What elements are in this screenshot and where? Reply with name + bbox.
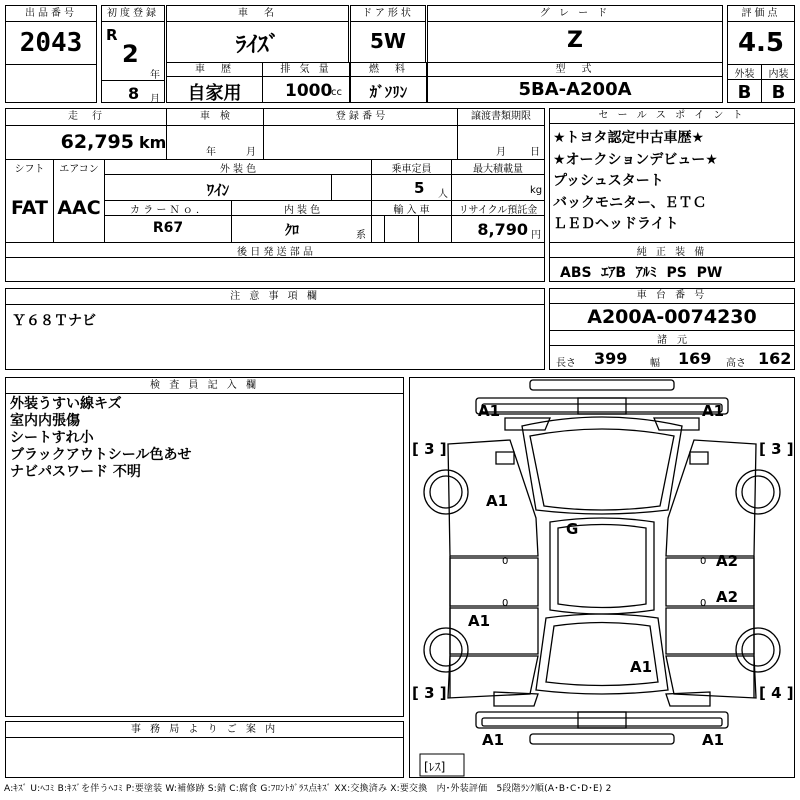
score-box bbox=[727, 5, 795, 103]
registration-label: 登 録 番 号 bbox=[335, 111, 386, 122]
marker-0-left-rear-door: 0 bbox=[502, 598, 509, 609]
vehicle-details-table bbox=[5, 108, 545, 282]
capacity-label: 乗車定員 bbox=[391, 164, 432, 175]
chassis-box bbox=[549, 288, 795, 370]
inspector-note: 室内内張傷 bbox=[10, 413, 80, 429]
inspector-label: 検 査 員 記 入 欄 bbox=[6, 378, 403, 394]
load-label: 最大積載量 bbox=[473, 164, 523, 175]
color-number: R67 bbox=[152, 220, 184, 236]
grade-box bbox=[427, 5, 723, 63]
registration-year: 2 bbox=[122, 40, 139, 68]
inspection-label: 車 検 bbox=[200, 111, 230, 122]
color-label: 外 装 色 bbox=[219, 164, 257, 175]
interior-color: ｸﾛ bbox=[285, 223, 299, 239]
door-box bbox=[350, 5, 426, 63]
sales-point-item: ＬＥＤヘッドライト bbox=[553, 216, 679, 232]
height: 162 bbox=[758, 349, 792, 368]
inspector-box bbox=[5, 377, 404, 717]
marker-a1-left-rear: A1 bbox=[468, 612, 491, 630]
sales-point-item: プッシュスタート bbox=[553, 173, 664, 189]
chassis-number: A200A-0074230 bbox=[587, 306, 757, 328]
marker-3-front-right: [ 3 ] bbox=[759, 440, 794, 458]
capacity-unit: 人 bbox=[438, 189, 448, 200]
month-unit: 月 bbox=[150, 94, 160, 105]
sales-point-item: ★オークションデビュー★ bbox=[553, 151, 718, 168]
sales-points-label: セ ー ル ス ポ イ ン ト bbox=[550, 109, 794, 124]
grade: Z bbox=[567, 28, 583, 53]
recycle-label: リサイクル預託金 bbox=[458, 205, 538, 216]
first-registration-label: 初度登録 bbox=[102, 6, 164, 22]
mileage-label: 走 行 bbox=[68, 111, 104, 122]
marker-4-rear-right: [ 4 ] bbox=[759, 684, 794, 702]
later-parts-label: 後 日 発 送 部 品 bbox=[237, 247, 313, 258]
sales-point-item: バックモニター、ＥＴＣ bbox=[553, 194, 707, 211]
score: 4.5 bbox=[737, 28, 785, 58]
transfer-month-unit: 月 bbox=[496, 147, 506, 158]
shift: FAT bbox=[11, 197, 48, 219]
sales-point-item: ★トヨタ認定中古車歴★ bbox=[553, 130, 705, 146]
year-unit: 年 bbox=[150, 70, 160, 81]
marker-a2-right-front-door: A2 bbox=[716, 552, 739, 570]
car-name-box bbox=[166, 5, 349, 63]
damage-legend: A:ｷｽﾞ U:ﾍｺﾐ B:ｷｽﾞを伴うﾍｺﾐ P:要塗装 W:補修跡 S:錆 C:腐食 G:ﾌﾛﾝﾄｶﾞﾗｽ点ｷｽﾞ XX:交換済み X:要交換 内･外装評価 5段階ﾗﾝｸ順(A･B･C･D･E) 2 bbox=[4, 784, 612, 794]
fuel-label: 燃 料 bbox=[351, 63, 426, 77]
inspector-note: シートすれ小 bbox=[10, 430, 94, 446]
marker-a1-rear-hatch: A1 bbox=[630, 658, 653, 676]
door-label: ドア形状 bbox=[351, 6, 425, 22]
office-label: 事 務 局 よ り ご 案 内 bbox=[6, 722, 403, 738]
damage-diagram-box bbox=[409, 377, 795, 778]
marker-a1-front-right: A1 bbox=[702, 402, 725, 420]
marker-g-windshield: G bbox=[566, 520, 579, 538]
notes-box bbox=[5, 288, 545, 370]
transfer-label: 譲渡書類期限 bbox=[471, 111, 531, 122]
transfer-day-unit: 日 bbox=[530, 147, 540, 158]
marker-0-right-front-door: 0 bbox=[700, 556, 707, 567]
grade-label: グ レ ー ド bbox=[428, 6, 722, 22]
office-box bbox=[5, 721, 404, 778]
interior-color-label: 内 装 色 bbox=[283, 205, 321, 216]
inspection-year-unit: 年 bbox=[206, 147, 216, 158]
recycle-fee: 8,790 bbox=[477, 220, 528, 239]
marker-3-rear-left: [ 3 ] bbox=[412, 684, 447, 702]
score-label: 評価点 bbox=[728, 6, 794, 22]
length-label: 長さ bbox=[556, 358, 576, 369]
inspector-note: 外装うすい線キズ bbox=[10, 396, 122, 412]
shift-label: シフト bbox=[14, 164, 45, 175]
mileage-unit: km bbox=[139, 133, 167, 152]
inspection-month-unit: 月 bbox=[246, 147, 256, 158]
exterior-label: 外装 bbox=[734, 69, 755, 80]
ac-label: エアコン bbox=[59, 164, 99, 175]
history-box bbox=[166, 62, 263, 103]
lot-number: 2043 bbox=[19, 28, 83, 58]
first-registration-box bbox=[101, 5, 165, 103]
registration-month: 8 bbox=[128, 84, 140, 103]
height-label: 高さ bbox=[726, 358, 746, 369]
door-type: 5W bbox=[370, 29, 406, 53]
equipment-list: ABS ｴｱB ｱﾙﾐ PS PW bbox=[560, 265, 723, 281]
lot-number-box bbox=[5, 5, 97, 103]
registration-era: R bbox=[106, 26, 118, 44]
car-name: ﾗｲｽﾞ bbox=[235, 33, 280, 58]
notes-label: 注 意 事 項 欄 bbox=[6, 289, 544, 305]
interior-color-unit: 系 bbox=[356, 230, 366, 241]
mileage: 62,795 bbox=[60, 131, 134, 153]
sales-points-box bbox=[549, 108, 795, 282]
interior-grade: B bbox=[771, 82, 786, 103]
displacement-box bbox=[262, 62, 350, 103]
car-diagram bbox=[410, 378, 794, 777]
marker-3-front-left: [ 3 ] bbox=[412, 440, 447, 458]
model: 5BA-A200A bbox=[518, 79, 632, 100]
spec-label: 諸 元 bbox=[657, 335, 687, 346]
displacement: 1000 bbox=[285, 81, 333, 101]
displacement-unit: cc bbox=[331, 87, 342, 98]
width-label: 幅 bbox=[650, 358, 660, 369]
spare-tire-label: [ﾚｽ] bbox=[424, 760, 446, 774]
chassis-label: 車 台 番 号 bbox=[550, 289, 794, 304]
capacity: 5 bbox=[414, 179, 425, 197]
equipment-label: 純 正 装 備 bbox=[636, 247, 708, 258]
interior-label: 内装 bbox=[768, 69, 789, 80]
ac: AAC bbox=[57, 197, 101, 219]
marker-0-left-front-door: 0 bbox=[502, 556, 509, 567]
marker-a2-right-rear-door: A2 bbox=[716, 588, 739, 606]
marker-a1-front-left: A1 bbox=[478, 402, 501, 420]
fuel: ｶﾞｿﾘﾝ bbox=[369, 83, 408, 101]
marker-a1-rear-right: A1 bbox=[702, 731, 725, 749]
exterior-grade: B bbox=[737, 82, 752, 103]
load-unit: kg bbox=[530, 185, 543, 196]
fuel-box bbox=[350, 62, 427, 103]
recycle-unit: 円 bbox=[531, 230, 541, 241]
color-number-label: カ ラ ー Ｎ ｏ ． bbox=[130, 205, 206, 216]
model-label: 型 式 bbox=[428, 63, 722, 77]
marker-0-right-rear-door: 0 bbox=[700, 598, 707, 609]
lot-number-label: 出品番号 bbox=[6, 6, 96, 22]
history-label: 車 歴 bbox=[167, 63, 262, 77]
exterior-color: ﾜｲﾝ bbox=[206, 181, 230, 199]
width: 169 bbox=[678, 349, 712, 368]
inspector-note: ブラックアウトシール色あせ bbox=[10, 447, 192, 463]
import-label: 輸 入 車 bbox=[393, 205, 430, 216]
displacement-label: 排 気 量 bbox=[263, 63, 349, 77]
history: 自家用 bbox=[187, 83, 242, 104]
marker-a1-rear-left: A1 bbox=[482, 731, 505, 749]
model-box bbox=[427, 62, 723, 103]
length: 399 bbox=[594, 349, 628, 368]
notes-text: Ｙ６８Ｔナビ bbox=[12, 313, 96, 329]
marker-a1-left-front: A1 bbox=[486, 492, 509, 510]
car-name-label: 車 名 bbox=[167, 6, 348, 22]
inspector-note: ナビパスワード 不明 bbox=[10, 464, 141, 480]
